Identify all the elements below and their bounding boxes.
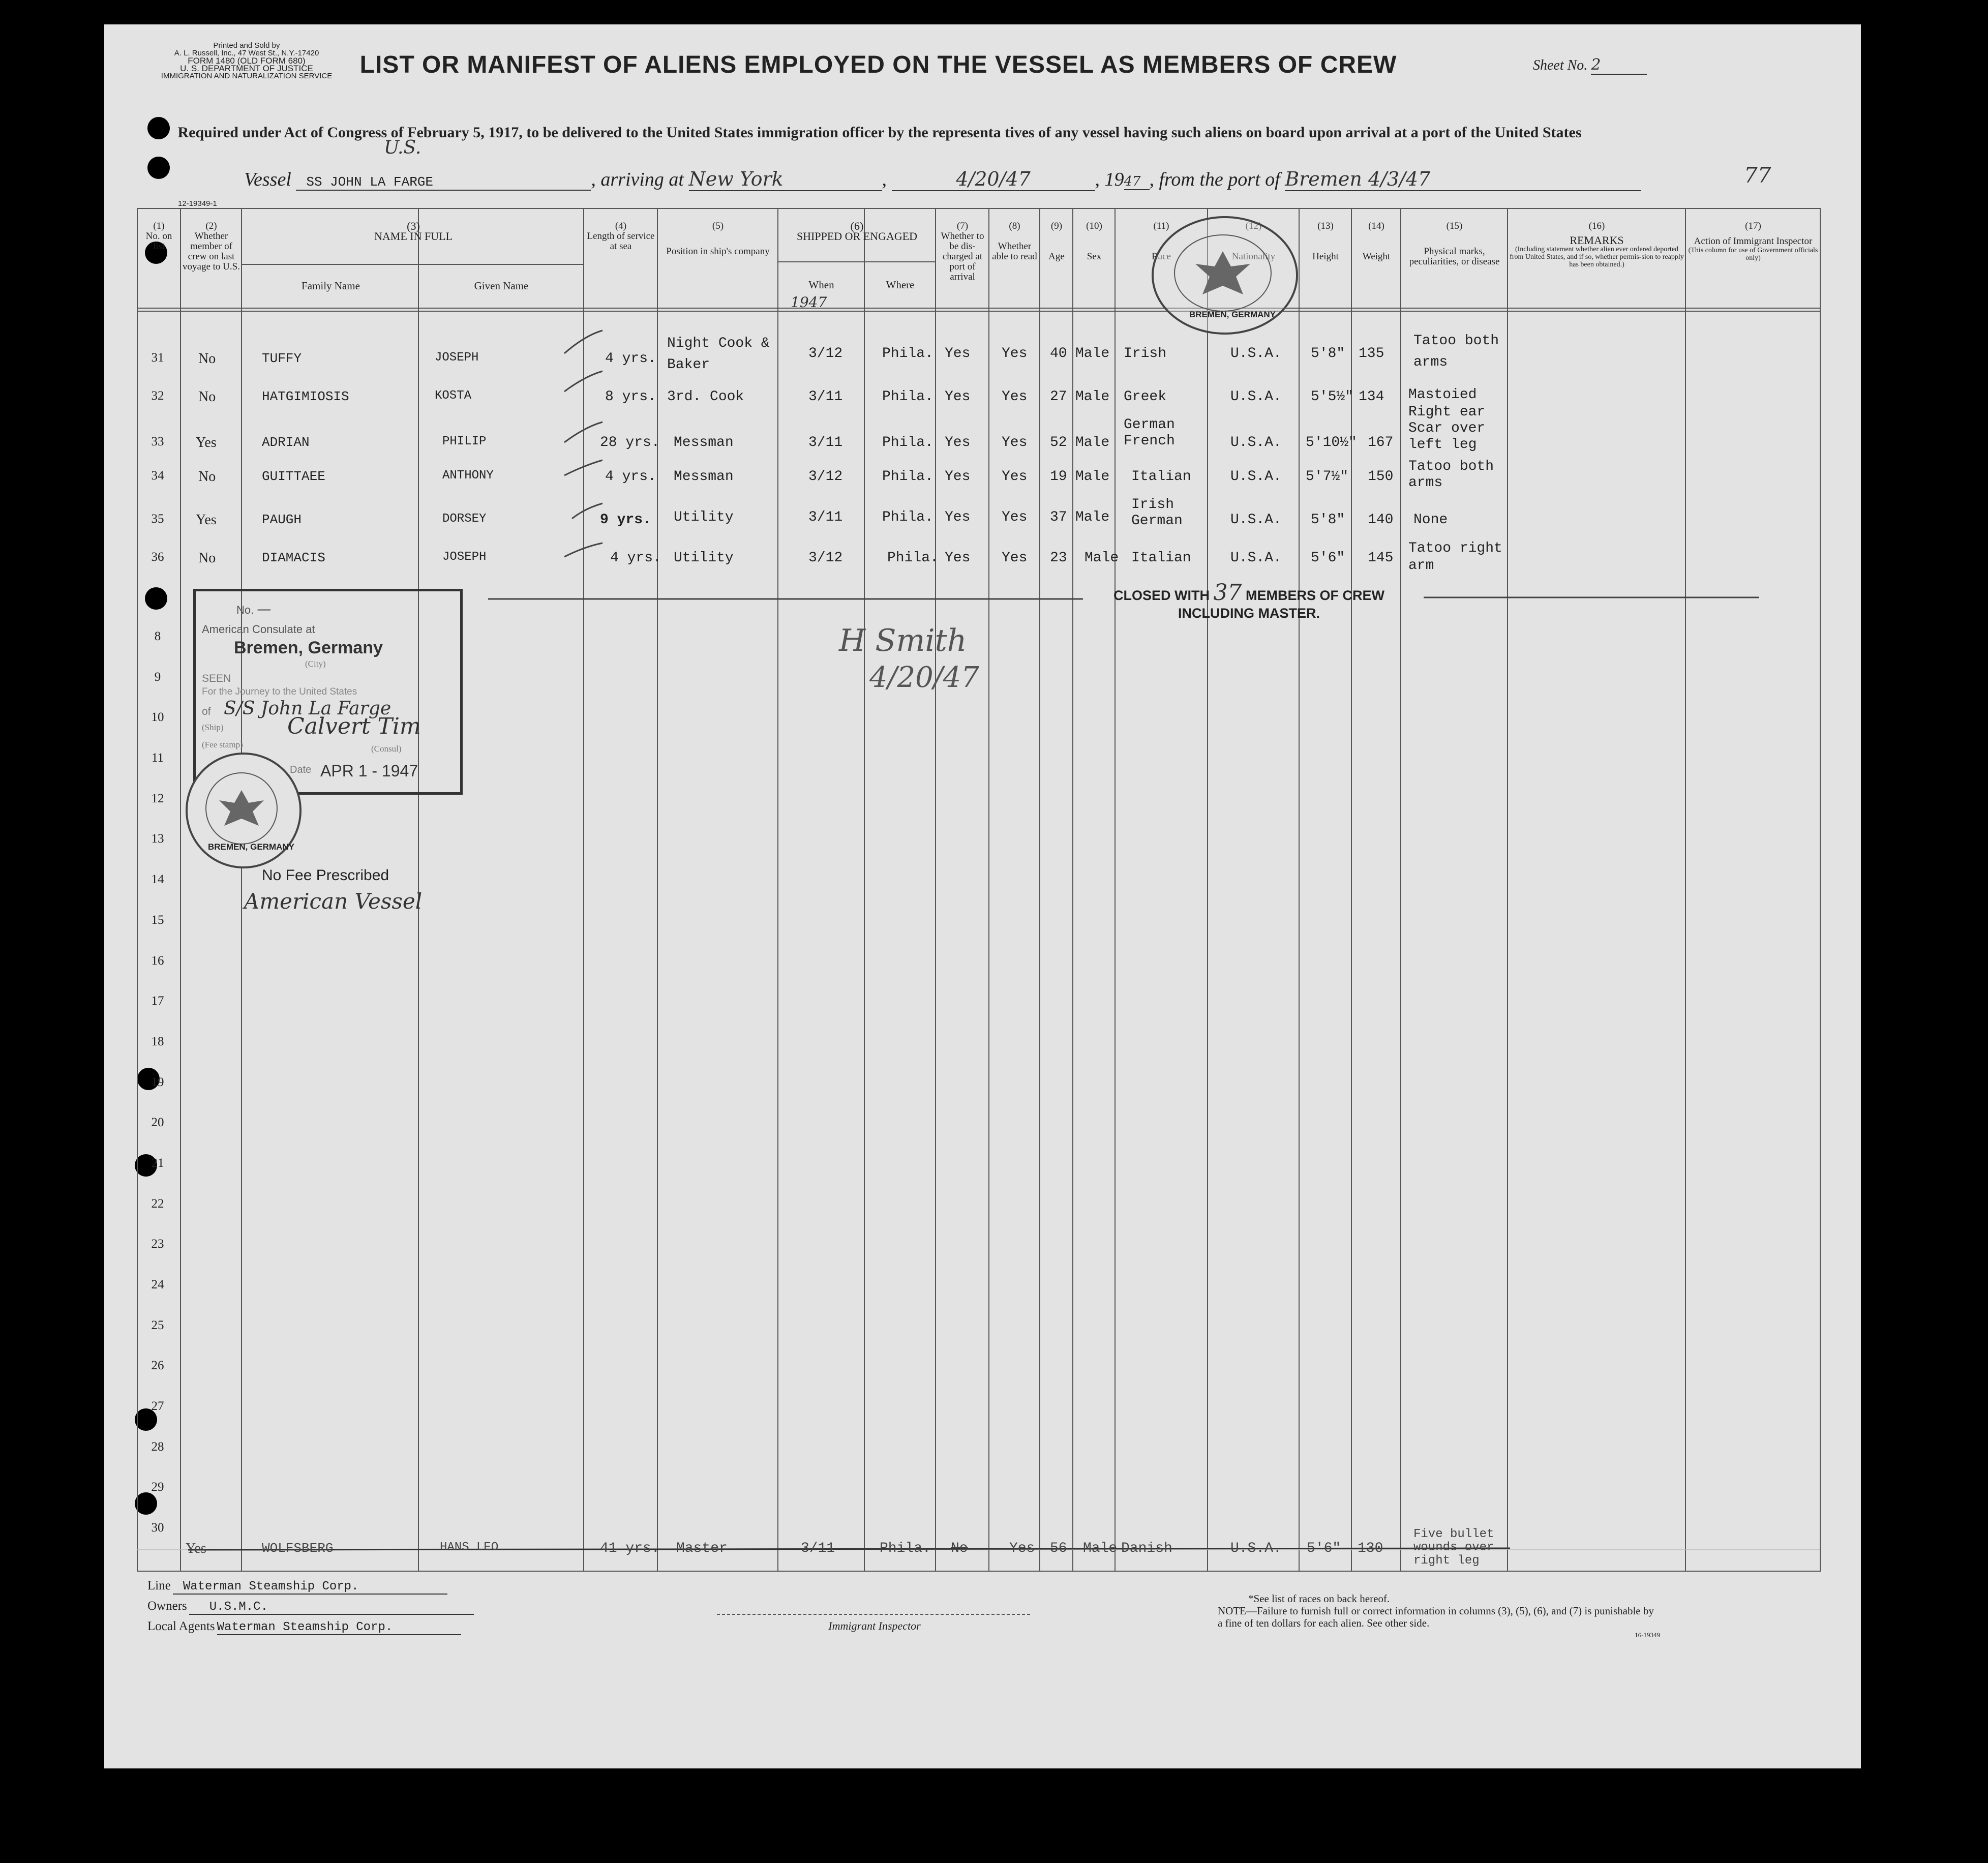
col-num: (10) — [1086, 221, 1102, 231]
col-label: Nationality — [1231, 251, 1276, 262]
col-header-10 — [1074, 221, 1114, 262]
able-to-read: Yes — [1002, 469, 1028, 485]
last-voyage: Yes — [196, 512, 217, 528]
col-num: (17) — [1745, 221, 1761, 231]
row-number: 32 — [151, 389, 164, 403]
col-header-4 — [585, 221, 656, 252]
line-label: Line — [147, 1579, 171, 1592]
physical-marks: Tatoo both arms — [1413, 333, 1499, 370]
printer-line: Printed and Sold by — [213, 41, 280, 50]
service-length: 8 yrs. — [605, 389, 656, 405]
col-num: (2) — [205, 221, 217, 231]
document-title: LIST OR MANIFEST OF ALIENS EMPLOYED ON THE VESSEL AS MEMBERS OF CREW — [359, 51, 1397, 78]
line-number: 18 — [151, 1034, 164, 1048]
able-to-read: Yes — [1002, 346, 1028, 362]
col-label: Whether to be dis-charged at port of arrival — [941, 231, 984, 282]
family-name: ADRIAN — [262, 435, 310, 450]
from-port: Bremen 4/3/47 — [1285, 168, 1641, 191]
position: Messman — [674, 469, 734, 485]
physical-marks: None — [1413, 512, 1448, 528]
race: Irish — [1124, 346, 1167, 362]
consulate-seal — [186, 753, 302, 868]
line-number: 30 — [151, 1521, 164, 1535]
line-number: 17 — [151, 994, 164, 1008]
family-name: WOLFSBERG — [262, 1541, 334, 1556]
given-name: JOSEPH — [435, 351, 479, 365]
line-number: 26 — [151, 1359, 164, 1373]
col-label: Age — [1048, 251, 1065, 262]
shipped-where: Phila. — [882, 346, 933, 362]
nationality: U.S.A. — [1230, 435, 1282, 450]
col-header-7 — [937, 221, 988, 282]
line-number: 9 — [154, 670, 161, 684]
height: 5'6" — [1307, 1541, 1341, 1556]
col-num: (16) — [1588, 221, 1605, 231]
col-header-given: Given Name — [474, 280, 529, 292]
col-num: (11) — [1153, 221, 1169, 231]
col-label: NAME IN FULL — [374, 230, 453, 243]
line-value: Waterman Steamship Corp. — [173, 1580, 447, 1595]
act-notice: Required under Act of Congress of February 5, 1917, to be delivered to the United States immigration officer by the representa tives of any vessel having such aliens on board upon arrival at a port of the United States — [177, 124, 1582, 141]
weight: 134 — [1359, 389, 1384, 405]
line-number: 8 — [154, 629, 161, 643]
stamp-for: For the Journey to the United States — [202, 686, 357, 697]
height: 5'7½" — [1306, 469, 1349, 485]
col-header-6 — [779, 221, 935, 242]
height: 5'6" — [1311, 550, 1345, 566]
col-num: (12) — [1245, 221, 1262, 231]
stamp-fee-note: (Fee stamp) — [202, 740, 243, 749]
race: Greek — [1124, 389, 1167, 405]
footer-note — [1218, 1592, 1660, 1641]
nationality: U.S.A. — [1230, 346, 1282, 362]
col-header-9 — [1041, 221, 1072, 262]
able-to-read: Yes — [1009, 1541, 1035, 1556]
line-number: 21 — [151, 1156, 164, 1170]
last-voyage: Yes — [196, 435, 217, 450]
col-label: REMARKS — [1570, 234, 1624, 247]
able-to-read: Yes — [1002, 550, 1028, 566]
family-name: GUITTAEE — [262, 469, 325, 484]
col-header-17 — [1687, 221, 1819, 262]
stamp-no: No. — — [236, 600, 272, 617]
col-label: Whether member of crew on last voyage to U.S. — [183, 231, 240, 272]
able-to-read: Yes — [1002, 509, 1028, 525]
sex: Male — [1075, 509, 1110, 525]
age: 27 — [1050, 389, 1067, 405]
family-name: DIAMACIS — [262, 550, 325, 565]
age: 52 — [1050, 435, 1067, 450]
weight: 167 — [1368, 435, 1394, 450]
discharged: Yes — [945, 550, 971, 566]
stamp-date-label: Date — [290, 764, 312, 775]
col-header-13 — [1301, 221, 1350, 262]
weight: 140 — [1368, 512, 1394, 528]
col-sublabel: (This column for use of Government officials only) — [1688, 247, 1818, 262]
race: Italian — [1131, 469, 1191, 485]
line-numbers — [140, 629, 178, 1561]
races-note: *See list of races on back hereof. — [1248, 1592, 1390, 1605]
owners-value: U.S.M.C. — [189, 1600, 474, 1615]
fine-note: NOTE—Failure to furnish full or correct information in columns (3), (5), (6), and (7) is punishable by a fine of ten dollars for each alien. See other side. — [1218, 1605, 1654, 1629]
sex: Male — [1075, 346, 1110, 362]
arrival-date: 4/20/47 — [892, 168, 1095, 191]
owners-label: Owners — [147, 1599, 187, 1613]
given-name: JOSEPH — [442, 550, 487, 564]
service-length: 41 yrs. — [600, 1541, 660, 1556]
footer-line-row — [147, 1579, 478, 1599]
col-label: Position in ship's company — [666, 246, 770, 257]
race: Danish — [1121, 1541, 1172, 1556]
position: 3rd. Cook — [667, 389, 744, 405]
service-length: 4 yrs. — [605, 469, 656, 485]
line-number: 27 — [151, 1399, 164, 1414]
printer-line: A. L. Russell, Inc., 47 West St., N.Y.-17420 — [174, 49, 319, 57]
col-label: Action of Immigrant Inspector — [1694, 236, 1813, 247]
col-header-15 — [1402, 221, 1507, 267]
discharged: Yes — [945, 509, 971, 525]
weight: 135 — [1359, 346, 1384, 362]
col-header-family: Family Name — [302, 280, 360, 292]
crew-count: 37 — [1213, 580, 1242, 606]
shipped-where: Phila. — [882, 469, 933, 485]
col-num: (6) — [850, 220, 864, 232]
shipped-when: 3/12 — [808, 346, 843, 362]
col-num: (1) — [153, 221, 165, 231]
stamp-city: Bremen, Germany — [234, 638, 383, 657]
shipped-when: 3/11 — [808, 435, 843, 450]
age: 19 — [1050, 469, 1067, 485]
closing-note — [1113, 580, 1384, 621]
line-number: 12 — [151, 791, 164, 805]
agents-value: Waterman Steamship Corp. — [217, 1620, 461, 1635]
shipped-where: Phila. — [882, 389, 933, 405]
closed-line2: INCLUDING MASTER. — [1178, 606, 1320, 621]
service-length: 9 yrs. — [600, 512, 651, 528]
able-to-read: Yes — [1002, 389, 1028, 405]
col-header-2 — [182, 221, 240, 272]
col-label: Weight — [1362, 251, 1391, 262]
col-header-when: When — [808, 279, 834, 291]
shipped-when: 3/11 — [808, 389, 843, 405]
age: 23 — [1050, 550, 1067, 566]
last-voyage: No — [198, 550, 216, 566]
inspector-signature: H Smith — [839, 623, 967, 658]
row-number: 35 — [151, 512, 164, 526]
shipped-when: 3/12 — [808, 469, 843, 485]
stamp-consulate-line: American Consulate at — [202, 623, 315, 636]
consul-signature: Calvert Tim — [287, 713, 421, 739]
footer-code: 16-19349 — [1635, 1631, 1660, 1639]
position: Master — [676, 1541, 728, 1556]
given-name: KOSTA — [435, 389, 472, 403]
closed-prefix: CLOSED WITH — [1113, 588, 1210, 603]
closed-suffix: MEMBERS OF CREW — [1246, 588, 1385, 603]
sex: Male — [1075, 469, 1110, 485]
last-voyage: No — [198, 389, 216, 405]
sheet-label: Sheet No. — [1533, 57, 1588, 73]
col-label: No. on list — [145, 231, 172, 252]
line-number: 15 — [151, 913, 164, 927]
arriving-port: New York — [689, 168, 882, 191]
inspector-date: 4/20/47 — [869, 661, 979, 694]
consulate-seal-top — [1152, 216, 1298, 335]
sheet-value: 2 — [1591, 56, 1647, 75]
col-header-14 — [1353, 221, 1400, 262]
footer-owners-row — [147, 1599, 478, 1619]
line-number: 29 — [151, 1480, 164, 1494]
stamp-date: APR 1 - 1947 — [320, 762, 418, 780]
stamp-ship-note: (Ship) — [202, 723, 224, 732]
weight: 145 — [1368, 550, 1394, 566]
col-num: (9) — [1050, 221, 1063, 231]
col-num: (13) — [1317, 221, 1334, 231]
col-num: (7) — [956, 221, 969, 231]
given-name: HANS LEO — [440, 1541, 499, 1554]
physical-marks: Scar over left leg — [1408, 420, 1486, 453]
last-voyage: No — [198, 351, 216, 367]
line-number: 22 — [151, 1196, 164, 1211]
seal-city: BREMEN, GERMANY — [1189, 310, 1276, 319]
position: Utility — [674, 550, 734, 566]
row-number: 31 — [151, 351, 164, 365]
printer-line: FORM 1480 (OLD FORM 680) — [188, 56, 306, 66]
col-num: (8) — [1009, 221, 1020, 231]
col-label: Sex — [1087, 251, 1102, 262]
position: Utility — [674, 509, 734, 525]
height: 5'5½" — [1311, 389, 1354, 405]
given-name: ANTHONY — [442, 469, 494, 483]
stamp-seen: SEEN — [202, 673, 231, 684]
stamp-of: of — [202, 706, 211, 717]
shipped-when: 3/11 — [801, 1541, 835, 1556]
race: Italian — [1131, 550, 1191, 566]
row-number: 36 — [151, 550, 164, 564]
service-length: 4 yrs. — [605, 351, 656, 367]
col-num: (15) — [1446, 221, 1463, 231]
line-number: 20 — [151, 1116, 164, 1130]
weight: 150 — [1368, 469, 1394, 485]
physical-marks: Five bullet wounds over right leg — [1413, 1527, 1494, 1568]
race: German French — [1124, 417, 1175, 449]
line-number: 28 — [151, 1439, 164, 1454]
col-num: (4) — [615, 221, 627, 231]
vessel-label: Vessel — [244, 169, 291, 190]
line-number: 10 — [151, 710, 164, 725]
sex: Male — [1075, 389, 1110, 405]
footer-agents-row — [147, 1619, 478, 1640]
height: 5'8" — [1311, 512, 1345, 528]
arrival-year: 47 — [1124, 174, 1150, 190]
nationality: U.S.A. — [1230, 469, 1282, 485]
given-name: DORSEY — [442, 512, 487, 526]
col-label: Whether able to read — [992, 241, 1037, 262]
physical-marks: Tatoo right arm — [1408, 540, 1502, 574]
age: 37 — [1050, 509, 1067, 525]
comma: , — [882, 169, 887, 190]
agents-label: Local Agents — [147, 1619, 215, 1633]
row-number: 34 — [151, 469, 164, 483]
american-vessel-note: American Vessel — [244, 889, 423, 914]
race: Irish German — [1131, 497, 1183, 529]
line-number: 14 — [151, 873, 164, 887]
col-num: (5) — [712, 221, 724, 231]
col-header-8 — [990, 221, 1039, 262]
discharged: Yes — [945, 346, 971, 362]
handwritten-us: U.S. — [384, 137, 421, 158]
vessel-name: SS JOHN LA FARGE — [296, 174, 591, 191]
col-header-3 — [243, 221, 584, 242]
height: 5'10½" — [1306, 435, 1357, 450]
col-header-16 — [1509, 221, 1684, 268]
last-voyage: Yes — [186, 1541, 206, 1556]
line-number: 11 — [151, 751, 164, 765]
discharged: No — [951, 1541, 968, 1556]
stamp-city-note: (City) — [305, 659, 326, 669]
col-num: (3) — [407, 220, 420, 232]
stamp-no-label: No. — [236, 604, 254, 616]
sex: Male — [1083, 1541, 1118, 1556]
stamp-consul-note: (Consul) — [371, 744, 402, 754]
printer-line: U. S. DEPARTMENT OF JUSTICE — [180, 64, 313, 73]
shipped-when: 3/12 — [808, 550, 843, 566]
shipped-where: Phila. — [887, 550, 939, 566]
col-label: Race — [1152, 251, 1171, 262]
age: 56 — [1050, 1541, 1067, 1556]
col-header-where: Where — [886, 279, 915, 291]
weight: 130 — [1358, 1541, 1383, 1556]
col-label: SHIPPED OR ENGAGED — [796, 230, 918, 243]
from-port-label: , from the port of — [1149, 169, 1280, 190]
line-number: 19 — [151, 1075, 164, 1089]
margin-number: 77 — [1744, 163, 1771, 188]
discharged: Yes — [945, 435, 971, 450]
col-label: Height — [1312, 251, 1339, 262]
family-name: HATGIMIOSIS — [262, 389, 349, 404]
col-num: (14) — [1368, 221, 1384, 231]
sex: Male — [1075, 435, 1110, 450]
line-number: 25 — [151, 1318, 164, 1332]
physical-marks: Tatoo both arms — [1408, 459, 1494, 491]
line-number: 24 — [151, 1278, 164, 1291]
row-number: 33 — [151, 435, 164, 448]
sex: Male — [1085, 550, 1119, 566]
discharged: Yes — [945, 389, 971, 405]
seal-city: BREMEN, GERMANY — [208, 842, 295, 852]
nationality: U.S.A. — [1230, 550, 1282, 566]
family-name: PAUGH — [262, 512, 302, 527]
col-header-1 — [140, 221, 178, 252]
line-number: 23 — [151, 1237, 164, 1251]
position: Night Cook & Baker — [667, 336, 770, 373]
service-length: 28 yrs. — [600, 435, 660, 450]
when-year: 1947 — [791, 294, 827, 311]
nationality: U.S.A. — [1230, 389, 1282, 405]
year-label: , 19 — [1095, 169, 1124, 190]
shipped-where: Phila. — [882, 509, 933, 525]
line-number: 16 — [151, 953, 164, 968]
col-header-5 — [659, 221, 777, 257]
shipped-when: 3/11 — [808, 509, 843, 525]
col-sublabel: (Including statement whether alien ever ordered deported from United States, and if so, whether permis-sion to reapply has been obtained.) — [1510, 246, 1684, 268]
shipped-where: Phila. — [882, 435, 933, 450]
footer-left — [147, 1579, 478, 1640]
arriving-label: , arriving at — [591, 169, 684, 190]
nationality: U.S.A. — [1230, 1541, 1282, 1556]
age: 40 — [1050, 346, 1067, 362]
physical-marks: Mastoied Right ear — [1408, 387, 1486, 420]
line-number: 13 — [151, 832, 164, 846]
nationality: U.S.A. — [1230, 512, 1282, 528]
service-length: 4 yrs. — [610, 550, 661, 566]
form-code: 12-19349-1 — [178, 199, 217, 208]
col-label: Length of service at sea — [587, 231, 655, 252]
col-label: Physical marks, peculiarities, or disease — [1409, 246, 1500, 267]
able-to-read: Yes — [1002, 435, 1028, 450]
inspector-label: Immigrant Inspector — [828, 1619, 921, 1632]
printer-line: IMMIGRATION AND NATURALIZATION SERVICE — [161, 72, 333, 80]
given-name: PHILIP — [442, 435, 487, 448]
last-voyage: No — [198, 469, 216, 485]
stamp-vessel: S/S John La Farge — [224, 698, 391, 719]
height: 5'8" — [1311, 346, 1345, 362]
no-fee-stamp: No Fee Prescribed — [262, 867, 389, 884]
discharged: Yes — [945, 469, 971, 485]
position: Messman — [674, 435, 734, 450]
shipped-where: Phila. — [880, 1541, 931, 1556]
family-name: TUFFY — [262, 351, 302, 366]
